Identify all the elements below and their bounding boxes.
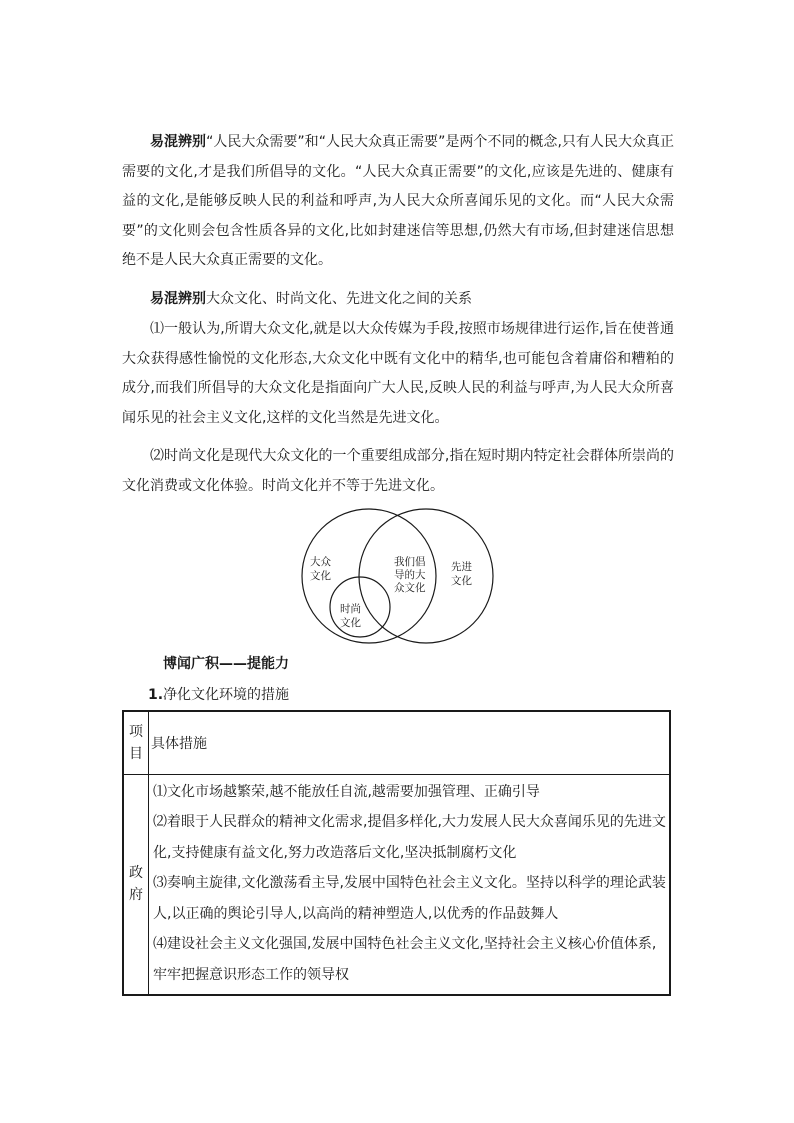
row-measures (149, 774, 671, 995)
section-title: 博闻广积——提能力 (163, 656, 289, 672)
measure-item: ⑵着眼于人民群众的精神文化需求,提倡多样化,大力发展人民大众喜闻乐见的先进文化,支持健康有益文化,努力改造落后文化,坚决抵制腐朽文化 (153, 814, 666, 861)
table-row (123, 774, 670, 995)
table-header-row (123, 711, 670, 774)
venn-label-mass-2: 文化 (310, 570, 331, 582)
row-item-government: 政府 (123, 774, 149, 995)
venn-label-advanced-2: 文化 (451, 575, 472, 587)
heading-text: 净化文化环境的措施 (163, 687, 290, 703)
paragraph-text: “人民大众需要”和“人民大众真正需要”是两个不同的概念,只有人民大众真正需要的文化,才是我们所倡导的文化。“人民大众真正需要”的文化,应该是先进的、健康有益的文化,是能够反映人民的利益和呼声,为人民大众所喜闻乐见的文化。而“人民大众需要”的文化则会包含性质各异的文化,比如封建迷信等思想,仍然大有市场,但封建迷信思想绝不是人民大众真正需要的文化。 (122, 134, 674, 268)
venn-label-advanced-1: 先进 (451, 561, 472, 573)
measure-item: ⑴文化市场越繁荣,越不能放任自流,越需要加强管理、正确引导 (153, 783, 540, 800)
measure-item: ⑷建设社会主义文化强国,发展中国特色社会主义文化,坚持社会主义核心价值体系,牢牢把握意识形态工作的领导权 (153, 936, 657, 983)
culture-venn-diagram (300, 502, 496, 644)
header-detail: 具体措施 (149, 711, 671, 774)
header-item: 项目 (123, 711, 149, 774)
distinction-label: 易混辨别 (150, 134, 207, 150)
venn-label-advocated-1: 我们倡 (394, 556, 426, 568)
paragraph-fashion-culture: ⑵时尚文化是现代大众文化的一个重要组成部分,指在短时期内特定社会群体所崇尚的文化消费或文化体验。时尚文化并不等于先进文化。 (122, 448, 674, 494)
paragraph-text: 大众文化、时尚文化、先进文化之间的关系 (206, 291, 472, 307)
venn-label-fashion-2: 文化 (340, 617, 361, 629)
venn-label-mass-1: 大众 (310, 556, 331, 568)
paragraph-mass-culture: ⑴一般认为,所谓大众文化,就是以大众传媒为手段,按照市场规律进行运作,旨在使普通大众获得感性愉悦的文化形态,大众文化中既有文化中的精华,也可能包含着庸俗和糟粕的成分,而我们所倡导的大众文化是指面向广大人民,反映人民的利益与呼声,为人民大众所喜闻乐见的社会主义文化,这样的文化当然是先进文化。 (122, 321, 674, 426)
measures-heading (148, 684, 289, 704)
paragraph-distinction-needs (122, 128, 674, 276)
distinction-label: 易混辨别 (150, 291, 206, 307)
venn-label-advocated-3: 众文化 (394, 582, 426, 594)
heading-number: 1. (148, 687, 164, 703)
measure-item: ⑶奏响主旋律,文化激荡看主导,发展中国特色社会主义文化。坚持以科学的理论武装人,以正确的舆论引导人,以高尚的精神塑造人,以优秀的作品鼓舞人 (153, 875, 666, 922)
measures-table (122, 710, 671, 996)
advanced-culture-circle (359, 509, 493, 643)
venn-label-advocated-2: 导的大 (394, 569, 426, 581)
venn-label-fashion-1: 时尚 (340, 603, 361, 615)
paragraph-distinction-relation (122, 285, 674, 315)
